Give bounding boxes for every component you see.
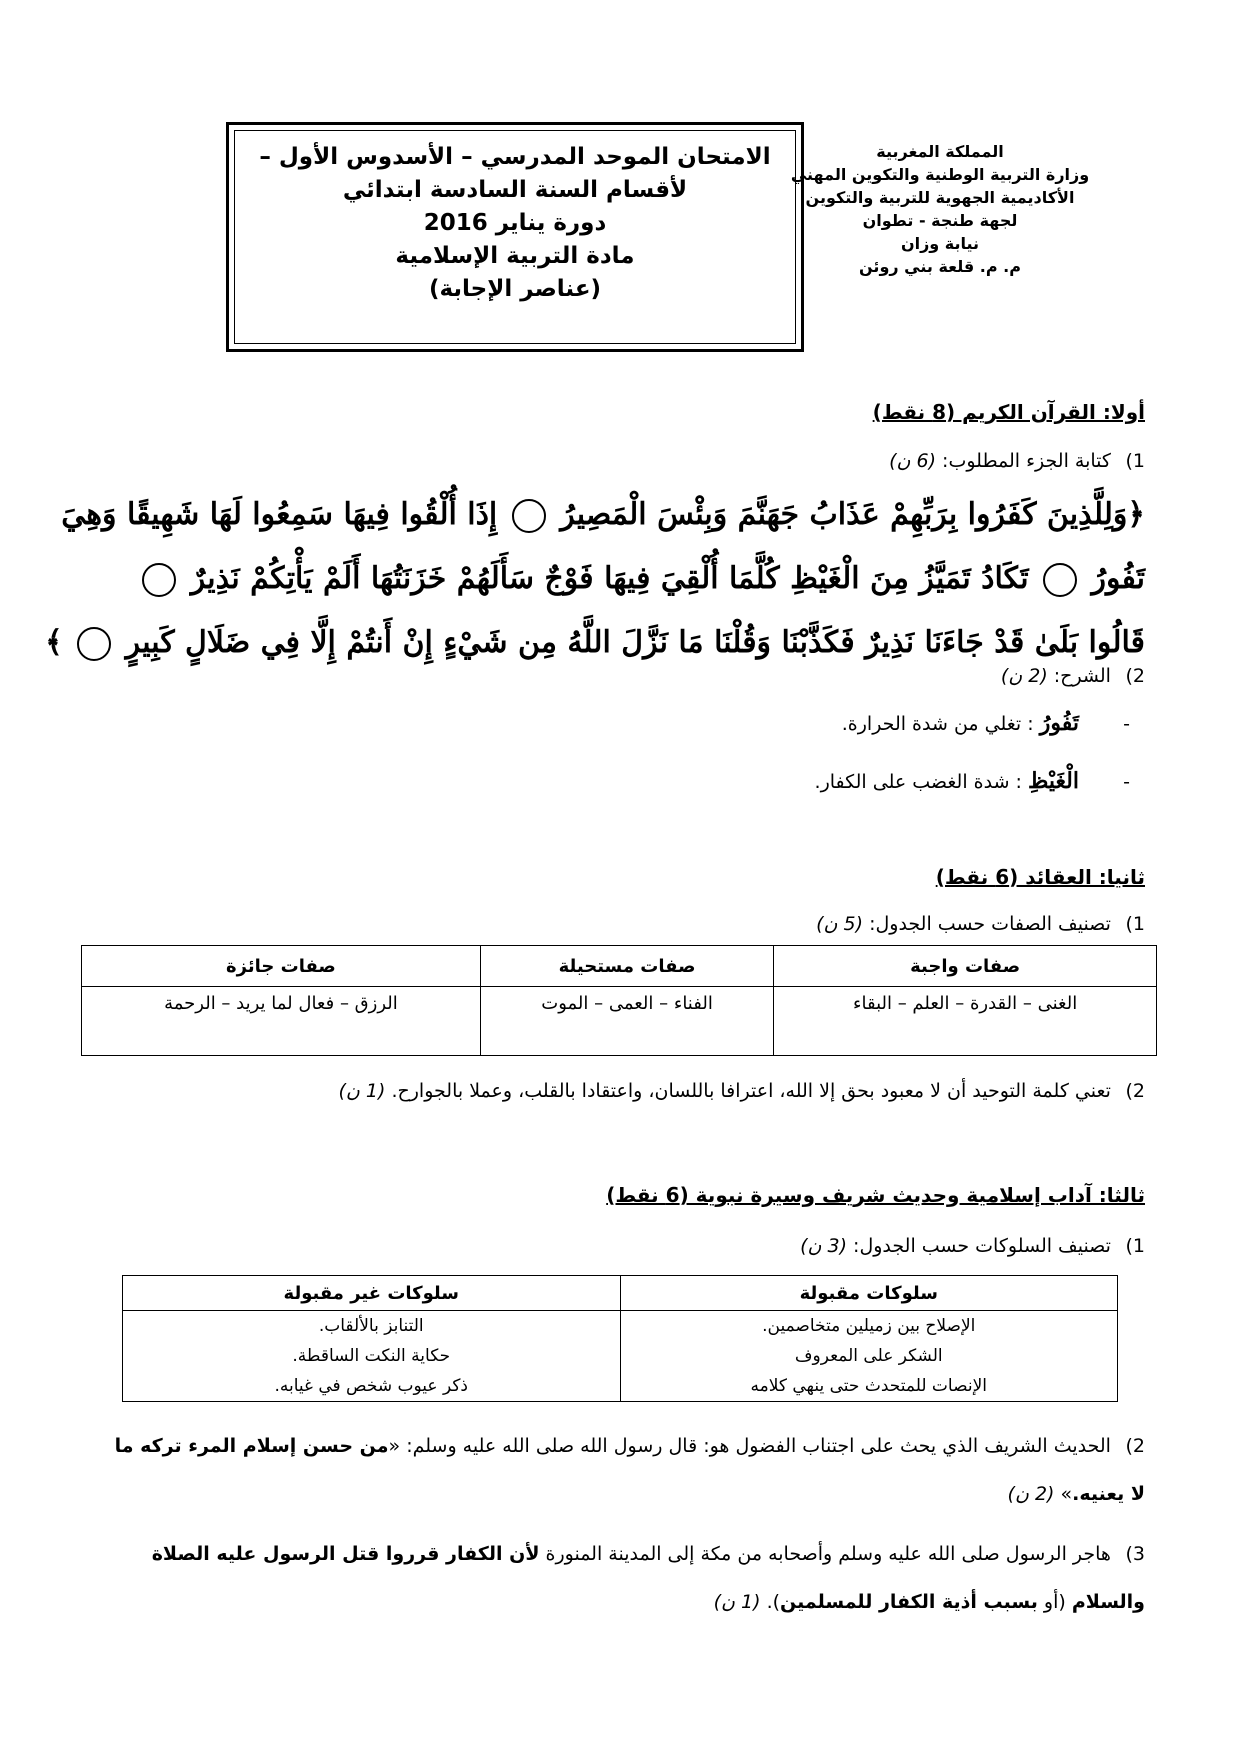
section-heading-ethics: ثالثا: آداب إسلامية وحديث شريف وسيرة نبوية (6 نقط) bbox=[606, 1183, 1145, 1207]
question-3-hijra bbox=[100, 1530, 1145, 1626]
section-heading-beliefs: ثانيا: العقائد (6 نقط) bbox=[935, 865, 1145, 889]
question-2-hadith bbox=[100, 1422, 1145, 1518]
ayah-end-marker bbox=[77, 627, 111, 661]
admin-line: لجهة طنجة - تطوان bbox=[862, 211, 1018, 230]
table-header: صفات جائزة bbox=[82, 946, 481, 987]
question-points: (1 ن) bbox=[338, 1080, 386, 1102]
ayah-end-marker bbox=[142, 563, 176, 597]
question-number: 1) bbox=[1125, 450, 1145, 472]
answer-intro: هاجر الرسول صلى الله عليه وسلم وأصحابه من مكة إلى المدينة المنورة bbox=[545, 1543, 1111, 1565]
answer-connector: (أو bbox=[1043, 1591, 1066, 1613]
list-item: حكاية النكت الساقطة. bbox=[292, 1346, 451, 1366]
verse-text: ﴿وَلِلَّذِينَ كَفَرُوا بِرَبِّهِمْ عَذَابُ جَهَنَّمَ وَبِئْسَ الْمَصِيرُ bbox=[560, 497, 1145, 532]
table-cell: الرزق – فعال لما يريد – الرحمة bbox=[82, 987, 481, 1056]
question-1-quran bbox=[889, 450, 1145, 472]
behaviors-table bbox=[122, 1275, 1118, 1402]
answer-text: تعني كلمة التوحيد أن لا معبود بحق إلا الله، اعترافا باللسان، واعتقادا بالقلب، وعملا بالجوارح. bbox=[391, 1080, 1111, 1102]
exam-title bbox=[234, 130, 796, 344]
question-number: 2) bbox=[1125, 665, 1145, 687]
explanation-meaning: : شدة الغضب على الكفار. bbox=[814, 771, 1022, 793]
explained-word: تَفُورُ bbox=[1039, 710, 1079, 736]
question-number: 1) bbox=[1125, 1235, 1145, 1257]
title-line: دورة يناير 2016 bbox=[423, 210, 607, 236]
question-number: 1) bbox=[1125, 913, 1145, 935]
question-points: (6 ن) bbox=[889, 450, 936, 472]
question-points: (2 ن) bbox=[1000, 665, 1048, 687]
question-2-tawhid bbox=[338, 1080, 1145, 1102]
list-item: الشكر على المعروف bbox=[794, 1346, 943, 1366]
verse-text: قَالُوا بَلَىٰ قَدْ جَاءَنَا نَذِيرٌ فَكَذَّبْنَا وَقُلْنَا مَا نَزَّلَ اللَّهُ مِن شَيْءٍ إِنْ أَنتُمْ إِلَّا فِي ضَلَالٍ كَبِيرٍ bbox=[125, 625, 1145, 660]
list-item: ذكر عيوب شخص في غيابه. bbox=[274, 1376, 468, 1396]
rejected-behaviors-cell bbox=[123, 1311, 621, 1402]
question-number: 2) bbox=[1125, 1080, 1145, 1102]
attributes-table bbox=[81, 945, 1157, 1056]
title-line: مادة التربية الإسلامية bbox=[395, 243, 635, 269]
title-line: الامتحان الموحد المدرسي – الأسدوس الأول – bbox=[259, 144, 771, 170]
question-text: تصنيف السلوكات حسب الجدول: bbox=[853, 1235, 1111, 1257]
explanation-meaning: : تغلي من شدة الحرارة. bbox=[841, 713, 1034, 735]
quran-line bbox=[140, 547, 1145, 611]
explanation-item: - تَفُورُ : تغلي من شدة الحرارة. bbox=[841, 710, 1130, 736]
quote-close: » bbox=[1060, 1483, 1073, 1505]
verse-text: تَفُورُ bbox=[1091, 561, 1145, 596]
table-header-row bbox=[82, 946, 1157, 987]
question-number: 2) bbox=[1125, 1435, 1145, 1457]
question-text: كتابة الجزء المطلوب: bbox=[942, 450, 1111, 472]
admin-line: نيابة وزان bbox=[900, 234, 980, 253]
answer-bold: لأن الكفار قرروا قتل الرسول عليه الصلاة والسلام bbox=[151, 1543, 1145, 1613]
question-1-attributes bbox=[816, 913, 1145, 935]
table-header: صفات مستحيلة bbox=[480, 946, 773, 987]
table-header: صفات واجبة bbox=[774, 946, 1157, 987]
list-item: الإصلاح بين زميلين متخاصمين. bbox=[762, 1316, 976, 1336]
admin-line: م. م. قلعة بني روئن bbox=[859, 257, 1021, 276]
quran-line bbox=[45, 611, 1145, 675]
question-points: (2 ن) bbox=[1007, 1483, 1055, 1505]
question-text: الشرح: bbox=[1053, 665, 1111, 687]
question-points: (1 ن) bbox=[713, 1591, 761, 1613]
question-text: تصنيف الصفات حسب الجدول: bbox=[869, 913, 1111, 935]
answer-intro: الحديث الشريف الذي يحث على اجتناب الفضول هو: قال رسول الله صلى الله عليه وسلم: « bbox=[388, 1435, 1111, 1457]
table-header-row bbox=[123, 1276, 1118, 1311]
table-cell: الغنى – القدرة – العلم – البقاء bbox=[774, 987, 1157, 1056]
admin-line: المملكة المغربية bbox=[876, 142, 1004, 161]
ayah-end-marker bbox=[512, 499, 546, 533]
ayah-end-marker bbox=[1043, 563, 1077, 597]
admin-line: وزارة التربية الوطنية والتكوين المهني bbox=[790, 165, 1090, 184]
question-number: 3) bbox=[1125, 1543, 1145, 1565]
exam-title-box bbox=[226, 122, 804, 352]
table-header: سلوكات مقبولة bbox=[620, 1276, 1118, 1311]
table-cell: الفناء – العمى – الموت bbox=[480, 987, 773, 1056]
accepted-behaviors-cell bbox=[620, 1311, 1118, 1402]
table-row bbox=[82, 987, 1157, 1056]
table-row bbox=[123, 1311, 1118, 1402]
table-header: سلوكات غير مقبولة bbox=[123, 1276, 621, 1311]
administration-header bbox=[780, 140, 1100, 278]
title-line: (عناصر الإجابة) bbox=[428, 276, 602, 302]
answer-bold: بسبب أذية الكفار للمسلمين bbox=[780, 1591, 1038, 1613]
question-2-explanation bbox=[1001, 665, 1145, 687]
explanation-item: - الْغَيْظِ : شدة الغضب على الكفار. bbox=[814, 768, 1130, 794]
verse-text: تَكَادُ تَمَيَّزُ مِنَ الْغَيْظِ كُلَّمَا أُلْقِيَ فِيهَا فَوْجٌ سَأَلَهُمْ خَزَنَتُهَا أَلَمْ يَأْتِكُمْ نَذِيرٌ bbox=[190, 561, 1029, 596]
verse-text: ﴾ bbox=[45, 625, 63, 660]
verse-text: إِذَا أُلْقُوا فِيهَا سَمِعُوا لَهَا شَهِيقًا وَهِيَ bbox=[61, 497, 498, 532]
question-points: (5 ن) bbox=[816, 913, 864, 935]
title-line: لأقسام السنة السادسة ابتدائي bbox=[342, 177, 688, 203]
hadith-text: من حسن إسلام المرء تركه ما لا يعنيه. bbox=[114, 1435, 1145, 1505]
answer-end: ). bbox=[766, 1591, 781, 1613]
admin-line: الأكاديمية الجهوية للتربية والتكوين bbox=[805, 188, 1075, 207]
list-item: الإنصات للمتحدث حتى ينهي كلامه bbox=[750, 1376, 987, 1396]
question-points: (3 ن) bbox=[800, 1235, 847, 1257]
quran-passage bbox=[45, 483, 1145, 675]
explained-word: الْغَيْظِ bbox=[1028, 768, 1079, 794]
question-1-behaviors bbox=[800, 1235, 1145, 1257]
quran-line bbox=[61, 483, 1145, 547]
section-heading-quran: أولا: القرآن الكريم (8 نقط) bbox=[872, 400, 1145, 424]
list-item: التنابز بالألقاب. bbox=[318, 1316, 424, 1336]
